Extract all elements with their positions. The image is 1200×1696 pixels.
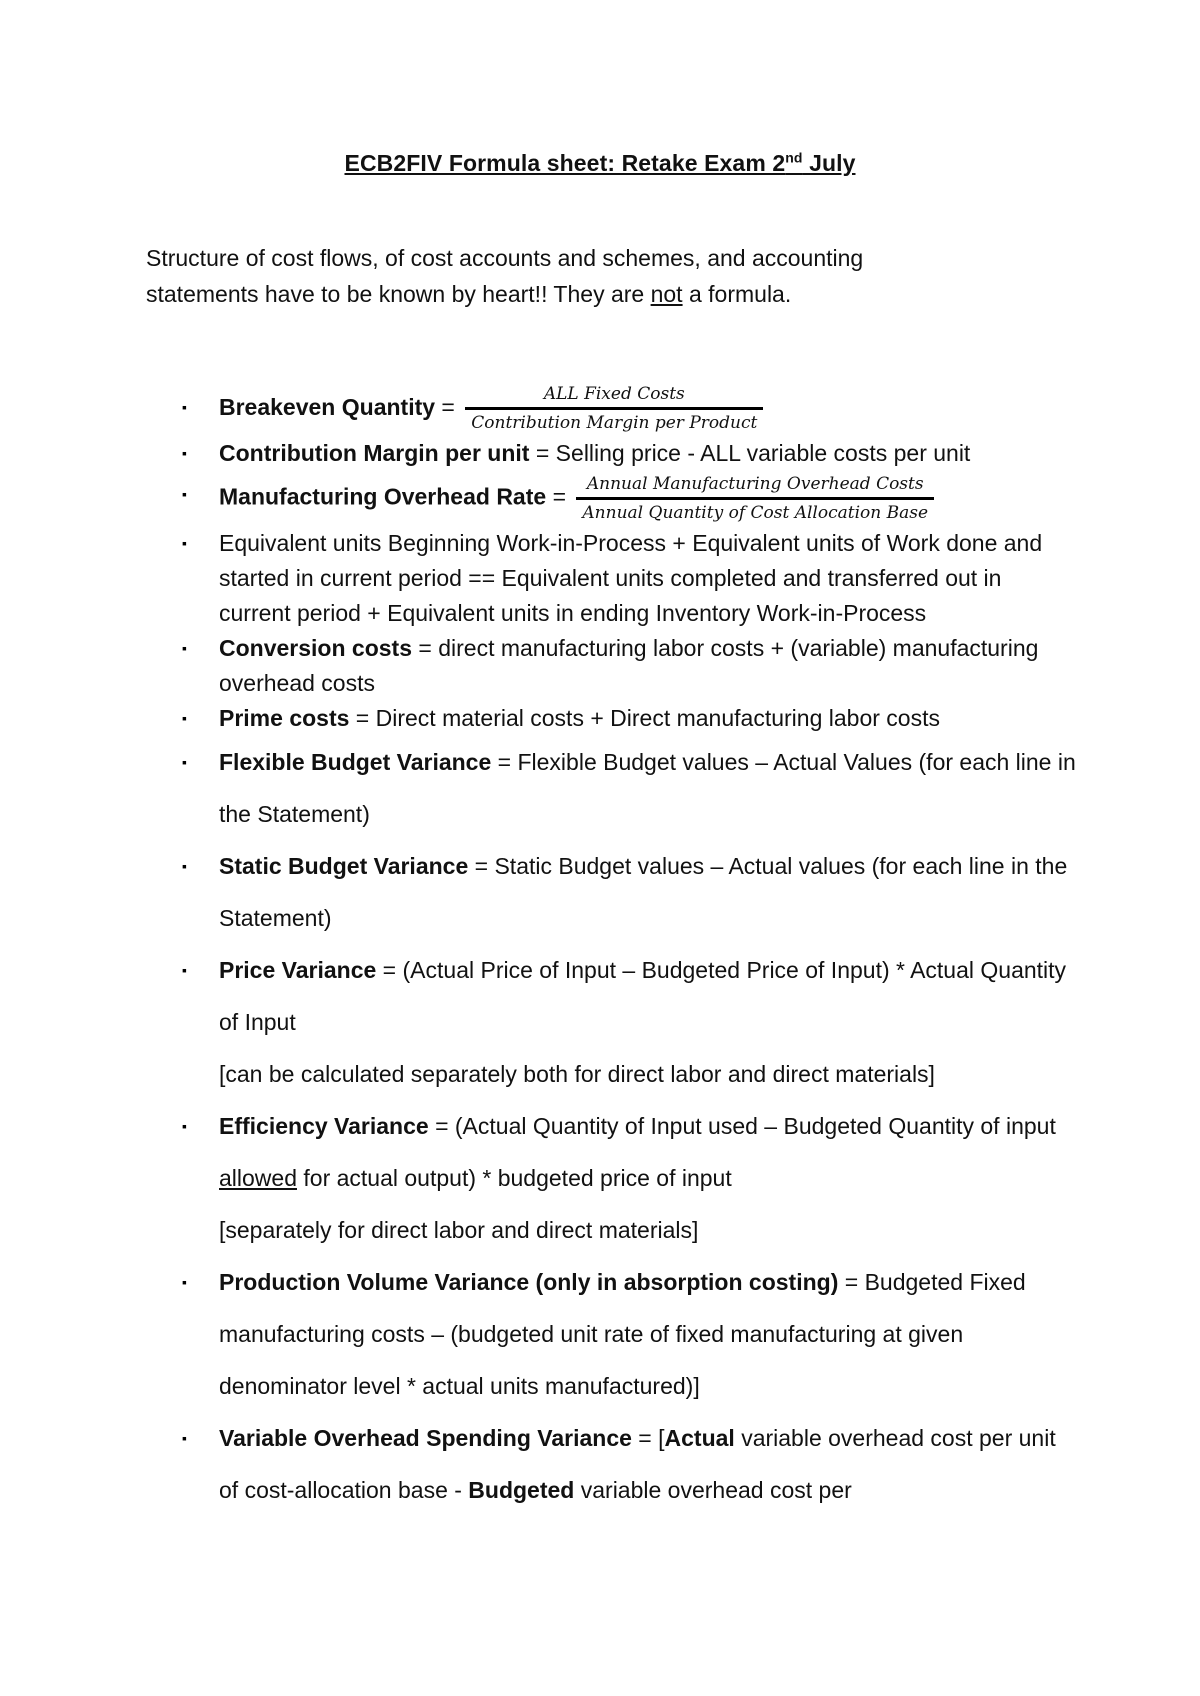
bullet-icon: ▪ [182,710,187,727]
formula-list [146,382,1076,1516]
bullet-icon: ▪ [182,640,187,657]
conversion-label: Conversion costs [219,635,412,662]
list-item-contribution-margin [146,436,1076,471]
list-item-efficiency-variance [146,1100,1076,1256]
intro-paragraph [146,240,1076,312]
breakeven-denominator: Contribution Margin per Product [471,413,758,434]
bullet-icon: ▪ [182,399,187,415]
list-item-static-budget [146,840,1076,944]
bullet-icon: ▪ [182,858,187,875]
efficiency-label: Efficiency Variance [219,1113,429,1140]
bullet-icon: ▪ [182,1274,187,1291]
bullet-icon: ▪ [182,486,187,503]
vosv-text-3: variable overhead cost per [574,1477,852,1504]
flexible-text: = Flexible Budget values – Actual Values (for each line in the Statement) [219,749,1076,828]
equiv-text: Equivalent units Beginning Work-in-Process + Equivalent units of Work done and started in current period == Equivalent units completed and transferred out in current period + Equivalent units in ending Inventory Work-in-Process [219,530,1043,627]
efficiency-underlined: allowed [219,1165,297,1192]
mor-numerator: Annual Manufacturing Overhead Costs [576,471,934,500]
mor-fraction [576,471,934,526]
prime-label: Prime costs [219,705,350,732]
vosv-bold-budgeted: Budgeted [468,1477,575,1504]
bullet-icon: ▪ [182,754,187,771]
breakeven-numerator: ALL Fixed Costs [465,381,763,410]
mor-eq: = [546,484,573,510]
conversion-text: = direct manufacturing labor costs + (variable) manufacturing overhead costs [219,635,1039,697]
list-item-conversion-costs [146,631,1076,701]
list-item-production-volume [146,1256,1076,1412]
title-end: July [802,150,856,176]
flexible-label: Flexible Budget Variance [219,749,492,776]
list-item-flexible-budget [146,736,1076,840]
bullet-icon: ▪ [182,1118,187,1135]
bullet-icon: ▪ [182,445,187,462]
static-label: Static Budget Variance [219,853,469,880]
efficiency-text-1: = (Actual Quantity of Input used – Budgeted Quantity of input [428,1113,1056,1140]
cm-text: = Selling price - ALL variable costs per unit [529,440,971,467]
price-label: Price Variance [219,957,377,984]
page-title [0,150,1200,177]
title-superscript: nd [785,149,803,166]
vosv-label: Variable Overhead Spending Variance [219,1425,632,1452]
price-note: [can be calculated separately both for direct labor and direct materials] [219,1061,935,1088]
mor-denominator: Annual Quantity of Cost Allocation Base [582,503,929,524]
bullet-icon: ▪ [182,535,187,552]
mor-label: Manufacturing Overhead Rate [219,484,547,510]
intro-line-1: Structure of cost flows, of cost accounts and schemes, and accounting [146,245,864,271]
price-text: = (Actual Price of Input – Budgeted Price of Input) * Actual Quantity of Input [219,957,1067,1036]
vosv-text-2: variable overhead cost per unit of cost-allocation base - [219,1425,1056,1504]
list-item-variable-overhead [146,1412,1076,1516]
vosv-bold-actual: Actual [664,1425,735,1452]
cm-label: Contribution Margin per unit [219,440,530,467]
pvv-label: Production Volume Variance (only in absorption costing) [219,1269,839,1296]
breakeven-fraction [465,381,763,436]
vosv-text-1: = [ [631,1425,665,1452]
efficiency-note: [separately for direct labor and direct materials] [219,1217,699,1244]
list-item-equivalent-units [146,526,1076,631]
efficiency-text-2: for actual output) * budgeted price of input [297,1165,732,1192]
intro-underlined-word: not [650,281,683,307]
static-text: = Static Budget values – Actual values (for each line in the Statement) [219,853,1068,932]
breakeven-label: Breakeven Quantity [219,394,436,420]
breakeven-eq: = [435,394,462,420]
bullet-icon: ▪ [182,1430,187,1447]
bullet-icon: ▪ [182,962,187,979]
list-item-breakeven [146,378,1076,436]
prime-text: = Direct material costs + Direct manufacturing labor costs [349,705,940,732]
list-item-overhead-rate [146,471,1076,526]
intro-line-2-start: statements have to be known by heart!! They are [146,281,651,307]
title-main: ECB2FIV Formula sheet: Retake Exam 2 [344,150,786,176]
list-item-prime-costs [146,701,1076,736]
pvv-text: = Budgeted Fixed manufacturing costs – (budgeted unit rate of fixed manufacturing at given denominator level * actual units manufactured)] [219,1269,1026,1400]
intro-line-2-end: a formula. [682,281,792,307]
list-item-price-variance [146,944,1076,1100]
